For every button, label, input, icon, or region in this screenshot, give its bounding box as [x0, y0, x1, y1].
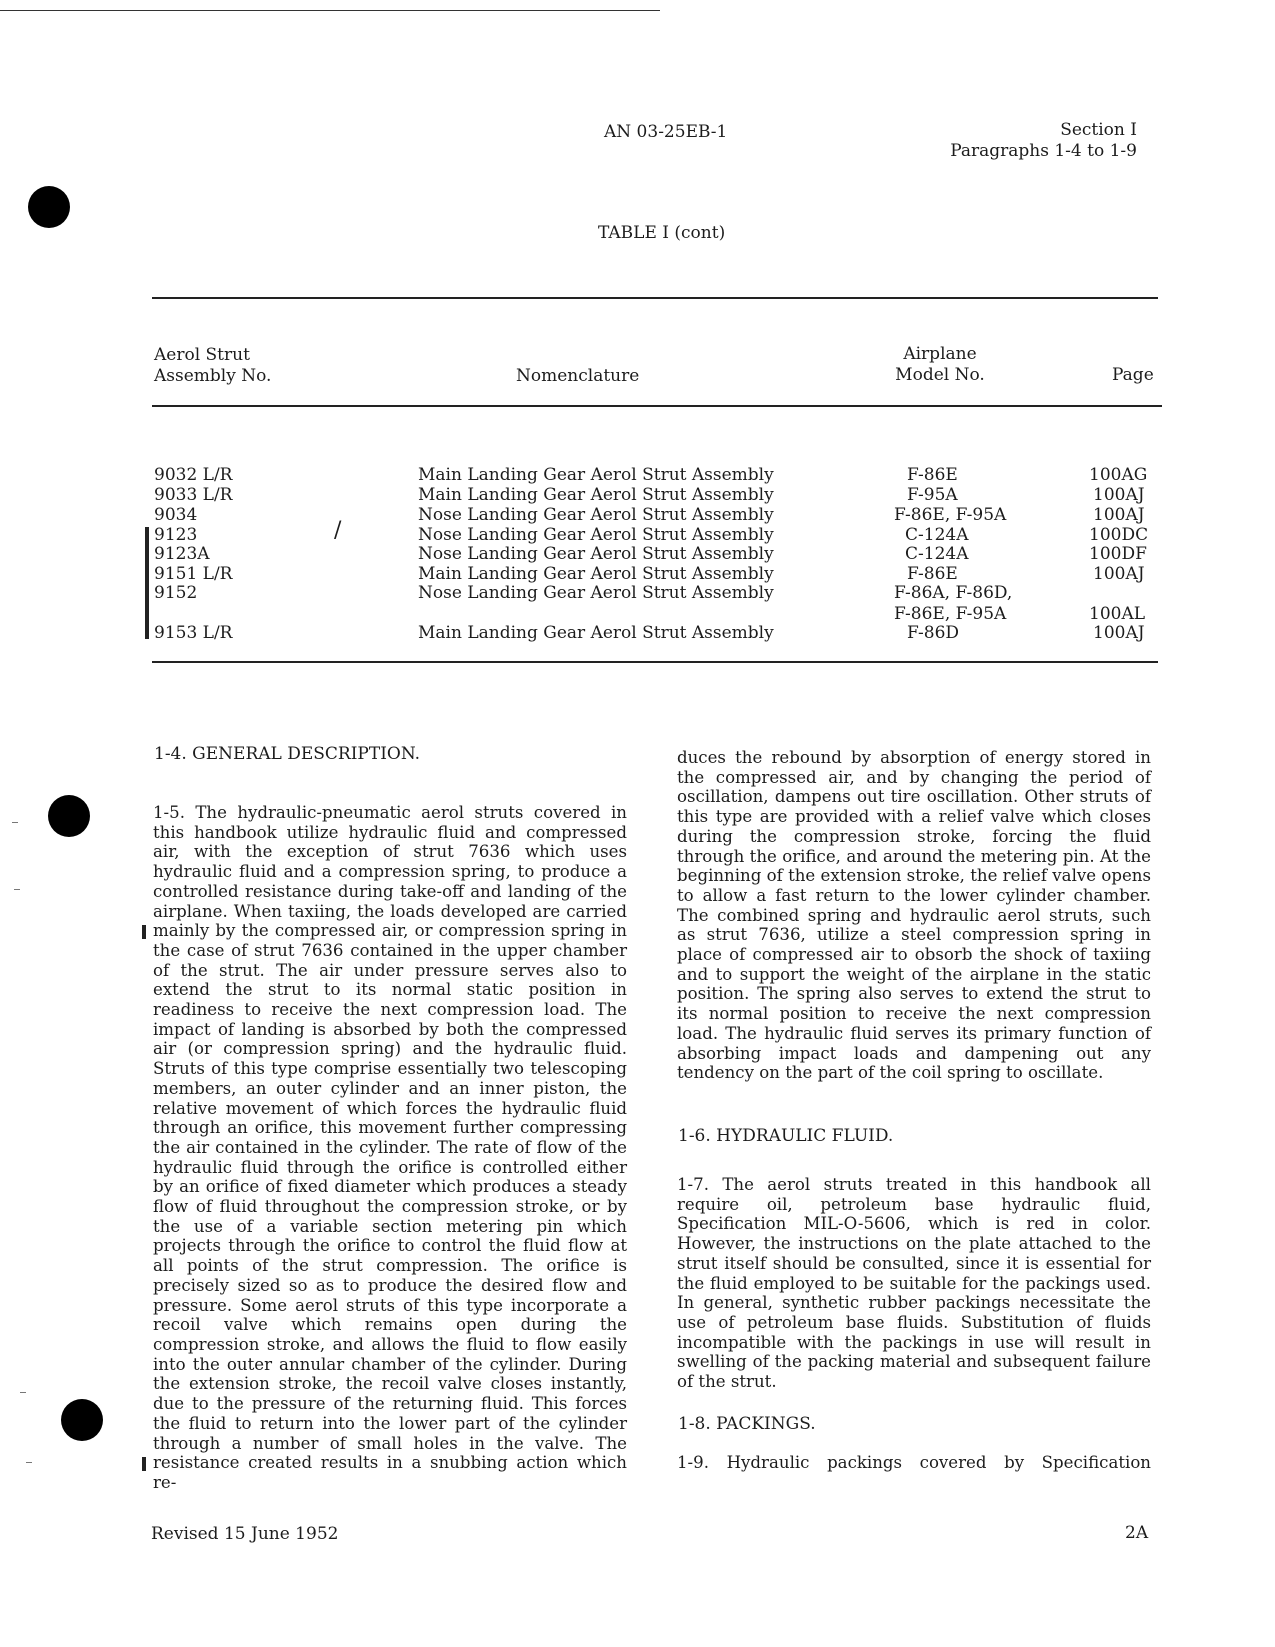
paragraph-1-5-continued: duces the rebound by absorption of energy stored in the compressed air, and by changing the period of oscillation, dampens out tire oscillation. Other struts of this type are provided with a relief valve which closes during the compression stroke, forcing the fluid through the orifice, and around the metering pin. At the beginning of the extension stroke, the relief valve opens to allow a fast return to the lower cylinder chamber. The combined spring and hydraulic aerol struts, such as strut 7636, utilize a steel compression spring in place of compressed air to obsorb the shock of taxiing and to support the weight of the airplane in the static position. The spring also serves to extend the strut to its normal position to receive the next compression load. The hydraulic fluid serves its primary function of absorbing impact loads and dampening out any tendency on the part of the coil spring to oscillate.: [677, 748, 1151, 1083]
page-number: 2A: [1125, 1523, 1149, 1543]
col-header-page: Page: [1112, 365, 1154, 385]
binder-hole-top: [28, 186, 70, 228]
tick-mark: /: [334, 518, 342, 543]
scan-speck: [26, 1462, 32, 1463]
paragraph-1-7: 1-7. The aerol struts treated in this handbook all require oil, petroleum base hydraulic fluid, Specification MIL-O-5606, which is red in color. However, the instructions on the plate attached to the strut itself should be consulted, since it is essential for the fluid employed to be suitable for the packings used. In general, synthetic rubber packings necessitate the use of petroleum base fluids. Substitution of fluids incompatible with the packings in use will result in swelling of the packing material and subsequent failure of the strut.: [677, 1175, 1151, 1392]
table-row: 9034 Nose Landing Gear Aerol Strut Assembly F-86E, F-95A 100AJ: [154, 505, 1145, 525]
col-header-nomenclature: Nomenclature: [516, 366, 640, 386]
table-row: 9033 L/R Main Landing Gear Aerol Strut Assembly F-95A 100AJ: [154, 485, 1145, 505]
col-header-model: Airplane Model No.: [895, 344, 985, 385]
document-number: AN 03-25EB-1: [604, 122, 728, 142]
binder-hole-middle: [48, 795, 90, 837]
table-row: 9153 L/R Main Landing Gear Aerol Strut Assembly F-86D 100AJ: [154, 623, 1145, 643]
binder-hole-bottom: [61, 1399, 103, 1441]
table-row: 9152 Nose Landing Gear Aerol Strut Assembly F-86A, F-86D,: [154, 583, 1013, 603]
top-edge-line: [0, 10, 660, 11]
table-top-rule: [152, 297, 1158, 299]
table-row: 9123 Nose Landing Gear Aerol Strut Assembly C-124A 100DC: [154, 525, 1149, 545]
table-row: 9032 L/R Main Landing Gear Aerol Strut Assembly F-86E 100AG: [154, 465, 1148, 485]
revision-change-bar: [145, 527, 149, 639]
paragraph-1-9: 1-9. Hydraulic packings covered by Specification: [677, 1453, 1151, 1472]
table-row: F-86E, F-95A 100AL: [894, 604, 1146, 624]
revision-date: Revised 15 June 1952: [151, 1524, 339, 1544]
col-header-assembly: Aerol Strut Assembly No.: [154, 345, 272, 386]
heading-1-4: 1-4. GENERAL DESCRIPTION.: [154, 744, 421, 764]
paragraphs-label: Paragraphs 1-4 to 1-9: [950, 141, 1137, 161]
section-label: Section I: [1060, 120, 1137, 140]
table-header-rule: [152, 405, 1162, 407]
heading-1-8: 1-8. PACKINGS.: [678, 1414, 816, 1434]
table-row: 9123A Nose Landing Gear Aerol Strut Assembly C-124A 100DF: [154, 544, 1147, 564]
scan-speck: [12, 822, 18, 823]
scan-speck: [14, 889, 20, 890]
revision-change-bar: [142, 925, 146, 939]
table-row: 9151 L/R Main Landing Gear Aerol Strut Assembly F-86E 100AJ: [154, 564, 1145, 584]
table-title: TABLE I (cont): [598, 223, 726, 243]
paragraph-1-5: 1-5. The hydraulic-pneumatic aerol struts covered in this handbook utilize hydraulic fluid and compressed air, with the exception of strut 7636 which uses hydraulic fluid and a compression spring, to produce a controlled resistance during take-off and landing of the airplane. When taxiing, the loads developed are carried mainly by the compressed air, or compression spring in the case of strut 7636 contained in the upper chamber of the strut. The air under pressure serves also to extend the strut to its normal static position in readiness to receive the next compression load. The impact of landing is absorbed by both the compressed air (or compression spring) and the hydraulic fluid. Struts of this type comprise essentially two telescoping members, an outer cylinder and an inner piston, the relative movement of which forces the hydraulic fluid through an orifice, this movement further compressing the air contained in the cylinder. The rate of flow of the hydraulic fluid through the orifice is controlled either by an orifice of fixed diameter which produces a steady flow of fluid throughout the compression stroke, or by the use of a variable section metering pin which projects through the orifice to control the fluid flow at all points of the strut compression. The orifice is precisely sized so as to produce the desired flow and pressure. Some aerol struts of this type incorporate a recoil valve which remains open during the compression stroke, and allows the fluid to flow easily into the outer annular chamber of the cylinder. During the extension stroke, the recoil valve closes instantly, due to the pressure of the returning fluid. This forces the fluid to return into the lower part of the cylinder through a number of small holes in the valve. The resistance created results in a snubbing action which re-: [153, 803, 627, 1492]
scan-speck: [20, 1392, 26, 1393]
table-bottom-rule: [152, 661, 1158, 663]
revision-change-bar: [142, 1457, 146, 1471]
heading-1-6: 1-6. HYDRAULIC FLUID.: [678, 1126, 894, 1146]
